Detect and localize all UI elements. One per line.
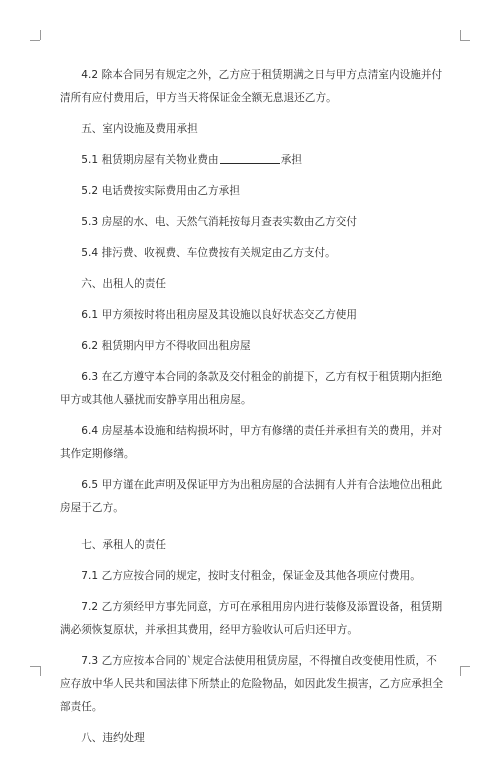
crop-mark-top-right-h (460, 40, 470, 41)
document-body (60, 64, 446, 758)
clause-5-1-text-before: 5.1 租赁期房屋有关物业费由 (81, 154, 219, 166)
clause-5-3: 5.3 房屋的水、电、天然气消耗按每月查表实数由乙方交付 (81, 216, 358, 228)
crop-mark-top-left-v (40, 30, 41, 40)
section-heading-8: 八、违约处理 (81, 732, 145, 744)
crop-mark-top-right-v (460, 30, 461, 40)
clause-6-4: 6.4 房屋基本设施和结构损坏时，甲方有修缮的责任并承担有关的费用，并对其作定期修缮。 (60, 425, 443, 460)
fill-in-blank-line (220, 153, 280, 164)
clause-4-2: 4.2 除本合同另有规定之外，乙方应于租赁期满之日与甲方点清室内设施并付清所有应付费用后，甲方当天将保证金全额无息退还乙方。 (60, 69, 443, 104)
section-heading-7: 七、承租人的责任 (81, 539, 166, 551)
crop-mark-bottom-right-h (460, 666, 470, 667)
clause-5-4: 5.4 排污费、收视费、车位费按有关规定由乙方支付。 (81, 247, 336, 259)
crop-mark-bottom-left-v (40, 666, 41, 676)
crop-mark-bottom-right-v (460, 666, 461, 676)
clause-6-3: 6.3 在乙方遵守本合同的条款及交付租金的前提下，乙方有权于租赁期内拒绝甲方或其他人骚扰而安静享用出租房屋。 (60, 371, 443, 406)
crop-mark-top-left-h (30, 40, 40, 41)
clause-6-2: 6.2 租赁期内甲方不得收回出租房屋 (81, 340, 251, 352)
clause-5-1 (60, 149, 446, 172)
clause-7-3: 7.3 乙方应按本合同的`规定合法使用租赁房屋，不得擅自改变使用性质，不应存放中华人民共和国法律下所禁止的危险物品，如因此发生损害，乙方应承担全部责任。 (60, 655, 444, 713)
clause-6-5: 6.5 甲方谨在此声明及保证甲方为出租房屋的合法拥有人并有合法地位出租此房屋于乙方。 (60, 479, 443, 514)
crop-mark-bottom-left-h (30, 666, 40, 667)
clause-5-2: 5.2 电话费按实际费用由乙方承担 (81, 185, 240, 197)
section-heading-6: 六、出租人的责任 (81, 278, 166, 290)
clause-6-1: 6.1 甲方须按时将出租房屋及其设施以良好状态交乙方使用 (81, 309, 358, 321)
clause-5-1-text-after: 承担 (280, 154, 302, 166)
clause-7-2: 7.2 乙方须经甲方事先同意，方可在承租用房内进行装修及添置设备，租赁期满必须恢复原状，并承担其费用，经甲方验收认可后归还甲方。 (60, 601, 443, 636)
section-heading-5: 五、室内设施及费用承担 (81, 123, 198, 135)
clause-7-1: 7.1 乙方应按合同的规定，按时支付租金，保证金及其他各项应付费用。 (81, 570, 421, 582)
